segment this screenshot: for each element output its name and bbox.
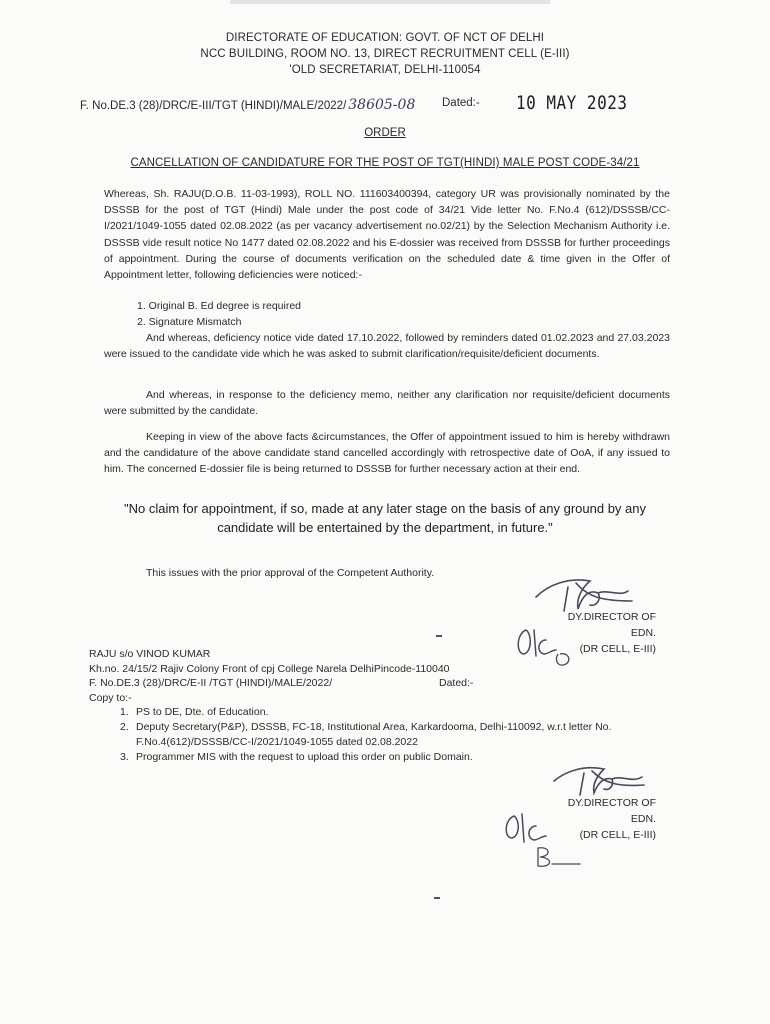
no-claim-notice: "No claim for appointment, if so, made at any later stage on the basis of any ground by any candidate will be entertained by the department, in future." (123, 501, 647, 535)
paragraph-deficiency-notice: And whereas, deficiency notice vide dated 17.10.2022, followed by reminders dated 01.02.2023 and 27.03.2023 were issued to the candidate vide which he was asked to submit clarification/requisite/deficient documents. (104, 332, 670, 361)
copy-dated-label: Dated:- (439, 677, 474, 689)
deficiency-item: 1. Original B. Ed degree is required (137, 300, 302, 312)
copy-file-number: F. No.DE.3 (28)/DRC/E-II /TGT (HINDI)/MALE/2022/ (89, 677, 333, 689)
copy-item (100, 720, 670, 750)
letterhead (0, 30, 770, 78)
scan-smudge (230, 0, 550, 4)
letterhead-line-1: DIRECTORATE OF EDUCATION: GOVT. OF NCT OF DELHI (225, 32, 545, 44)
order-subject: CANCELLATION OF CANDIDATURE FOR THE POST OF TGT(HINDI) MALE POST CODE-34/21 (130, 157, 640, 169)
copy-item-number: 1. (120, 706, 129, 718)
copy-to-label: Copy to:- (89, 691, 132, 704)
paragraph-cancellation: Keeping in view of the above facts &circumstances, the Offer of appointment issued to him is hereby withdrawn and the candidature of the above candidate stand cancelled accordingly with retrospective date of OoA, if any issued to him. The concerned E-dossier file is being returned to DSSSB for further necessary action at their end. (104, 431, 670, 476)
letterhead-line-2: NCC BUILDING, ROOM NO. 13, DIRECT RECRUITMENT CELL (E-III) (200, 48, 570, 60)
dated-label: Dated:- (442, 97, 480, 109)
signatory-cell: (DR CELL, E-III) (579, 643, 656, 655)
scan-speck (436, 635, 442, 637)
date-stamp: 10 MAY 2023 (516, 91, 628, 114)
signatory-cell: (DR CELL, E-III) (579, 829, 656, 841)
initials-oc-2 (500, 808, 590, 872)
signature-2 (548, 757, 648, 799)
copy-item-text: Deputy Secretary(P&P), DSSSB, FC-18, Institutional Area, Karkardooma, Delhi-110092, w.r.t letter No. F.No.4(612)/DSSSB/CC-I/2021/1049-1055 dated 02.08.2022 (136, 721, 612, 748)
copy-to-list (100, 705, 670, 765)
letterhead-line-3: 'OLD SECRETARIAT, DELHI-110054 (289, 64, 481, 76)
copy-item-number: 3. (120, 751, 129, 763)
copy-item-text: PS to DE, Dte. of Education. (136, 706, 269, 718)
paragraph-no-response: And whereas, in response to the deficiency memo, neither any clarification nor requisite/deficient documents were submitted by the candidate. (104, 389, 670, 418)
copy-item-number: 2. (120, 721, 129, 733)
signatory-title: DY.DIRECTOR OF EDN. (567, 611, 656, 639)
addressee-block (89, 647, 689, 705)
paragraph-whereas: Whereas, Sh. RAJU(D.O.B. 11-03-1993), ROLL NO. 111603400394, category UR was provisionally nominated by the DSSSB for the post of TGT (Hindi) Male under the post code of 34/21 Vide letter No. F.No.4 (612)/DSSSB/CC-I/2021/1049-1055 dated 02.08.2022 (as per vacancy advertisement no.02/21) by the Selection Mechanism Authority i.e. DSSSB vide result notice No 1477 dated 02.08.2022 and his E-dossier was received from DSSSB for further proceedings of appointment. During the course of documents verification on the scheduled date & time given in the Offer of Appointment letter, following deficiencies were noticed:- (104, 188, 670, 282)
deficiency-list (137, 298, 301, 330)
signatory-title: DY.DIRECTOR OF EDN. (567, 797, 656, 825)
approval-note: This issues with the prior approval of the Competent Authority. (146, 567, 435, 579)
deficiency-item: 2. Signature Mismatch (137, 316, 242, 328)
file-number (80, 97, 415, 113)
addressee-address: Kh.no. 24/15/2 Rajiv Colony Front of cpj College Narela DelhiPincode-110040 (89, 662, 450, 675)
scan-speck (434, 897, 440, 899)
handwritten-file-number: 38605-08 (348, 97, 416, 113)
file-number-prefix: F. No.DE.3 (28)/DRC/E-III/TGT (HINDI)/MALE/2022/ (80, 100, 347, 112)
copy-item (100, 705, 670, 720)
order-title: ORDER (364, 127, 406, 139)
addressee-name: RAJU s/o VINOD KUMAR (89, 648, 211, 660)
copy-item-text: Programmer MIS with the request to upload this order on public Domain. (136, 751, 473, 763)
